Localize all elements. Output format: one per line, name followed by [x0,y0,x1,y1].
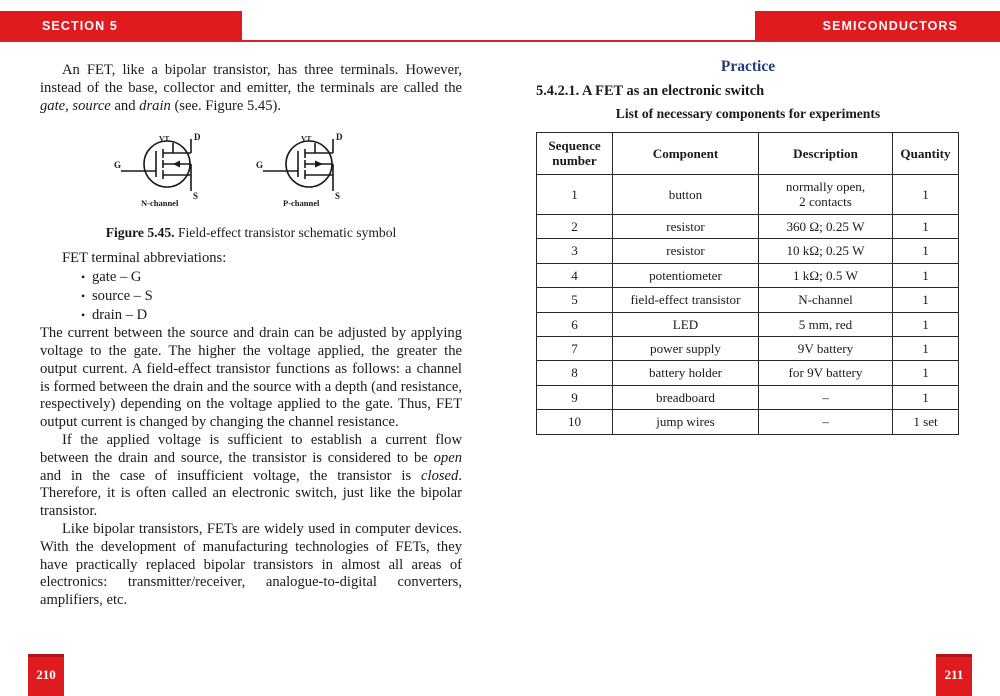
cell-quantity: 1 [893,263,959,287]
paragraph-current-control: The current between the source and drain can be adjusted by applying voltage to the gate. The higher the voltage applied, the greater the output current. A field-effect transistor functions as follows: a channel is formed between the drain and the source with a depth (and resistance, respectively) depending on the voltage applied to the gate. Thus, FET output current is changed by changing the channel resistance. [40,325,462,431]
p3-italic-open: open [433,449,462,466]
components-table [536,132,959,435]
cell-sequence: 9 [537,385,613,409]
intro-text-3: (see. Figure 5.45). [170,97,282,114]
n-channel-arrow [173,161,180,168]
cell-sequence: 7 [537,336,613,360]
abbreviations-list [40,268,462,325]
p-gate-label: G [256,160,264,171]
cell-quantity: 1 [893,214,959,238]
intro-italic-gate-source: gate, source [40,97,111,114]
abbreviations-lead: FET terminal abbreviations: [62,250,227,267]
cell-quantity: 1 [893,361,959,385]
cell-quantity: 1 [893,239,959,263]
cell-component: resistor [613,214,759,238]
table-header [537,133,959,175]
intro-text-2: and [110,97,140,114]
table-body [537,174,959,434]
column-header-sequence [537,133,613,175]
figure-caption-number: Figure 5.45. [105,225,175,241]
cell-quantity: 1 [893,288,959,312]
p-channel-caption: P-channel [283,198,320,208]
list-item: • source – S [92,287,462,306]
page-number-right-value: 211 [944,667,964,682]
paragraph-intro [40,62,462,115]
figure-caption [40,225,462,241]
table-row [537,263,959,287]
cell-sequence: 8 [537,361,613,385]
fet-schematic-symbol-svg [101,129,401,207]
n-channel-caption: N-channel [141,198,179,208]
page-number-right [936,654,972,696]
list-item: • gate – G [92,268,462,287]
cell-description: 1 kΩ; 0.5 W [759,263,893,287]
table-row [537,312,959,336]
header-rule [0,40,1000,42]
p-bulk-label: VT [301,134,312,144]
section-label: SECTION 5 [42,18,118,33]
header-band-right [755,11,1000,40]
cell-description: 5 mm, red [759,312,893,336]
column-header-quantity: Quantity [893,133,959,175]
practice-heading: Practice [720,58,776,75]
running-header [0,0,1000,44]
p3-text-1: If the applied voltage is sufficient to establish a current flow between the drain and source, the transistor is considered to be [40,432,462,466]
p-drain-label: D [336,132,343,143]
table-row [537,174,959,214]
cell-component: battery holder [613,361,759,385]
cell-component: power supply [613,336,759,360]
cell-description-line2: 2 contacts [799,194,852,210]
n-drain-label: D [194,132,201,143]
page-number-left [28,654,64,696]
p-channel-arrow [315,161,323,168]
cell-component: breadboard [613,385,759,409]
cell-quantity: 1 [893,336,959,360]
cell-component: potentiometer [613,263,759,287]
cell-sequence: 3 [537,239,613,263]
intro-italic-drain: drain [139,97,171,114]
cell-sequence: 6 [537,312,613,336]
table-row [537,410,959,434]
table-row [537,385,959,409]
table-header-row [537,133,959,175]
page-number-left-value: 210 [36,667,56,682]
cell-component: LED [613,312,759,336]
components-list-heading: List of necessary components for experiments [615,106,881,121]
paragraph-applications: Like bipolar transistors, FETs are widely used in computer devices. With the development of manufacturing technologies of FETs, they have practically replaced bipolar transistors in almost all areas of electronics: transmitter/receiver, analogue-to-digital converters, amplifiers, etc. [40,521,462,609]
cell-component: resistor [613,239,759,263]
paragraph-switch-behaviour [40,432,462,521]
page-number-left-cap [28,654,64,657]
cell-description-line1: normally open, [785,178,866,194]
cell-description: for 9V battery [759,361,893,385]
p3-text-2: and in the case of insufficient voltage, the transistor is [40,467,422,484]
cell-description: 360 Ω; 0.25 W [759,214,893,238]
column-header-sequence-line2: number [552,153,597,169]
cell-quantity: 1 set [893,410,959,434]
right-content-column [536,58,960,435]
cell-sequence: 5 [537,288,613,312]
table-row [537,336,959,360]
cell-quantity: 1 [893,174,959,214]
cell-quantity: 1 [893,385,959,409]
column-header-component: Component [613,133,759,175]
p3-italic-closed: closed [421,467,459,484]
figure-5-45 [40,129,462,212]
cell-component: field-effect transistor [613,288,759,312]
cell-description [759,174,893,214]
cell-sequence: 4 [537,263,613,287]
header-band-left [0,11,242,40]
p3-text-3: . Therefore, it is often called an electronic switch, just like the bipolar transistor. [40,467,462,520]
table-row [537,214,959,238]
cell-component: button [613,174,759,214]
cell-description: N-channel [759,288,893,312]
intro-text-1: An FET, like a bipolar transistor, has three terminals. However, instead of the base, collector and emitter, the terminals are called the [40,62,462,96]
table-row [537,361,959,385]
left-text-column [40,62,462,610]
page-number-right-cap [936,654,972,657]
cell-quantity: 1 [893,312,959,336]
cell-description: – [759,385,893,409]
n-gate-label: G [114,160,122,171]
column-header-description: Description [759,133,893,175]
cell-description: 9V battery [759,336,893,360]
cell-sequence: 2 [537,214,613,238]
n-source-label: S [193,191,199,202]
column-header-sequence-line1: Sequence [548,138,601,153]
section-sub-heading: 5.4.2.1. A FET as an electronic switch [536,83,765,99]
table-row [537,239,959,263]
cell-description: – [759,410,893,434]
cell-sequence: 1 [537,174,613,214]
n-bulk-label: VT [159,134,170,144]
table-row [537,288,959,312]
list-item: • drain – D [92,306,462,325]
figure-caption-text: Field-effect transistor schematic symbol [174,225,397,241]
cell-component: jump wires [613,410,759,434]
chapter-label: SEMICONDUCTORS [822,18,958,33]
p-source-label: S [335,191,341,202]
cell-sequence: 10 [537,410,613,434]
cell-description: 10 kΩ; 0.25 W [759,239,893,263]
